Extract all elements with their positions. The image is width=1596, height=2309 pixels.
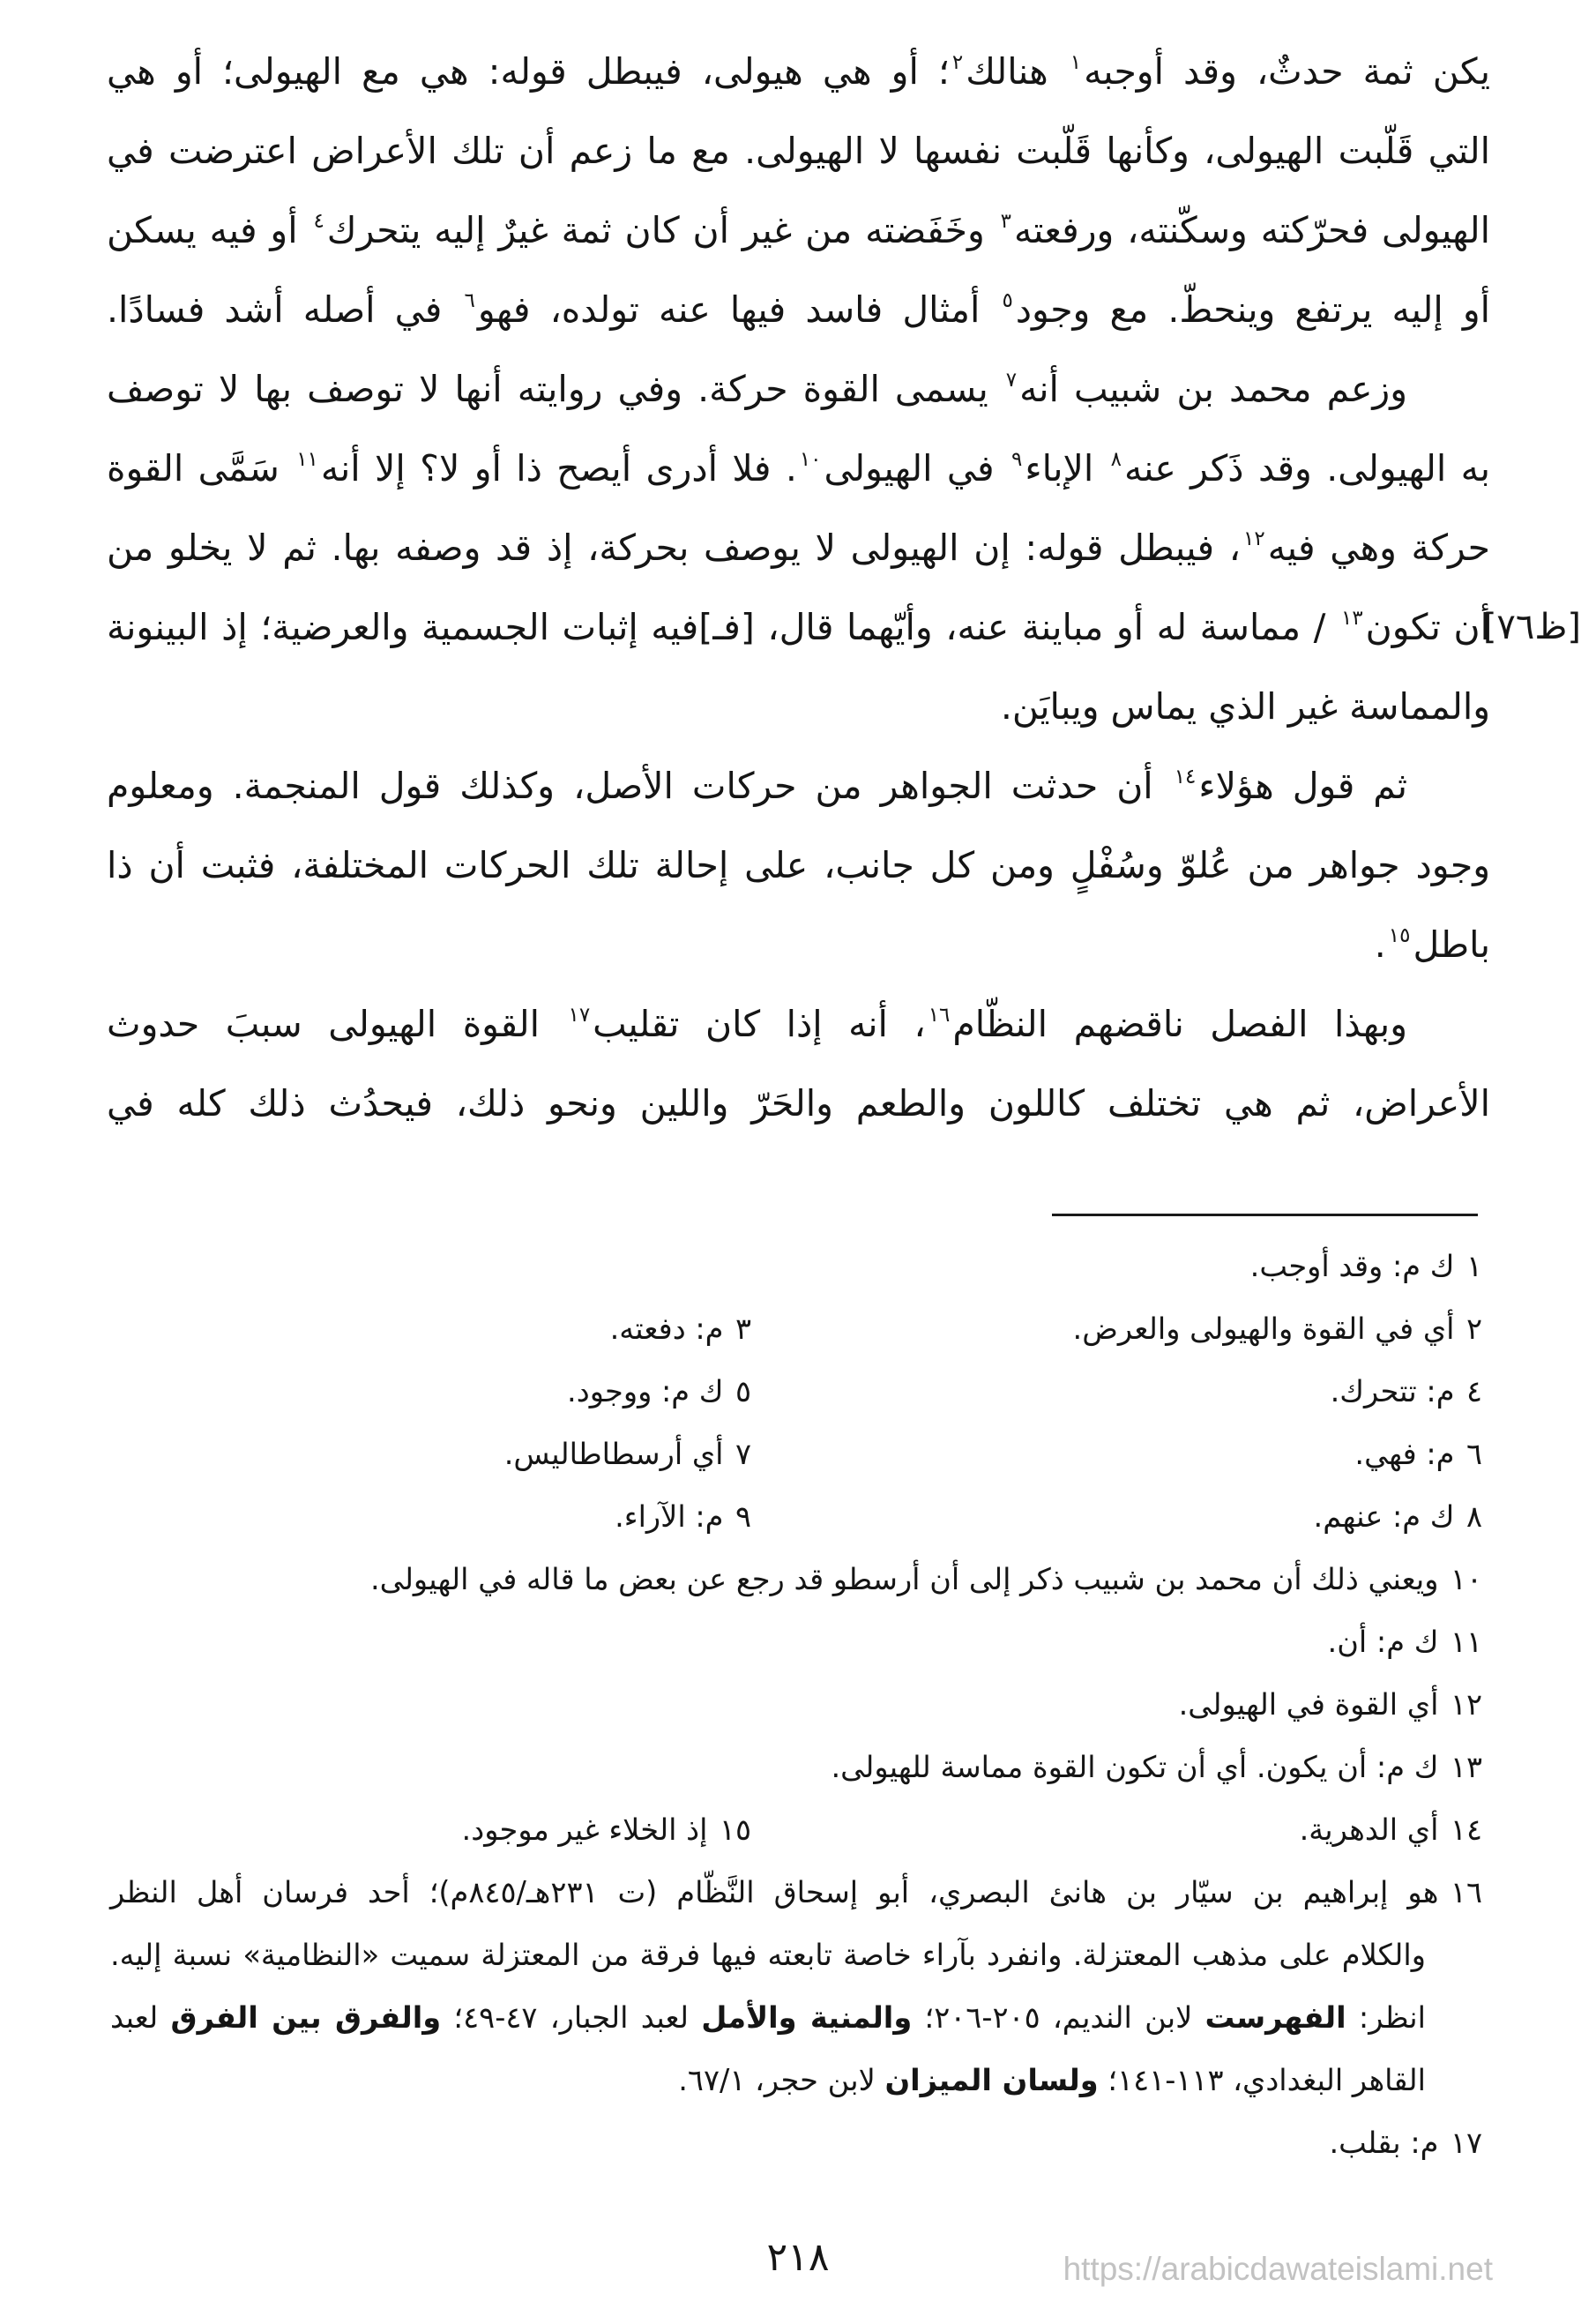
text-line (107, 667, 1490, 746)
footnote-number: ١٧ (1450, 2126, 1482, 2160)
footnote-row (110, 1673, 1482, 1736)
footnote-ref-marker: ٣ (1000, 210, 1011, 234)
footnote-number: ٩ (735, 1499, 751, 1534)
text-line (107, 587, 1490, 667)
text-run: ثم قول هؤلاء (1198, 765, 1407, 807)
footnote-text: ويعني ذلك أن محمد بن شبيب ذكر إلى أن أرسطو قد رجع عن بعض ما قاله في الهيولى. (370, 1562, 1439, 1596)
page-number: ٢١٨ (766, 2235, 830, 2280)
footnote-long (110, 1861, 1482, 2111)
footnote (110, 1297, 751, 1360)
text-run: والكلام على مذهب المعتزلة. وانفرد بآراء خاصة تابعته فيها فرقة من المعتزلة سميت «النظامية» نسبة إليه. (110, 1938, 1426, 1972)
text-run: يكن ثمة حدثٌ، وقد أوجبه (1084, 50, 1490, 93)
footnote (110, 1360, 751, 1423)
text-run: . فلا أدرى أيصح ذا أو لا؟ إلا أنه (320, 447, 797, 489)
footnote (751, 1485, 1482, 1548)
text-line (107, 508, 1490, 587)
footnote-number: ٢ (1465, 1311, 1482, 1346)
footnote-ref-marker: ١٢ (1243, 527, 1265, 551)
text-run: لعبد الجبار، ٤٧-٤٩؛ (441, 2000, 702, 2035)
text-run: وزعم محمد بن شبيب أنه (1019, 368, 1407, 410)
bold-title: ولسان الميزان (884, 2063, 1099, 2097)
footnote-content (1250, 1249, 1482, 1283)
footnote-content (110, 2000, 1426, 2035)
footnote-line (110, 2049, 1482, 2111)
text-line (107, 191, 1490, 270)
footnote-text: ك م: ووجود. (567, 1374, 724, 1409)
text-run: أو إليه يرتفع وينحطّ. مع وجود (1015, 288, 1490, 331)
footnote (110, 1736, 1482, 1798)
footnote (110, 1235, 1482, 1297)
text-line (107, 111, 1490, 191)
footnote-number: ١ (1465, 1249, 1482, 1283)
line-content (107, 527, 1490, 569)
footnote-content (567, 1374, 751, 1409)
text-run: . (1374, 923, 1386, 966)
text-run: أمثال فاسد فيها عنه تولده، فهو (477, 288, 1000, 331)
text-line (107, 746, 1490, 826)
text-run: التي قَلّبت الهيولى، وكأنها قَلّبت نفسها لا الهيولى. مع ما زعم أن تلك الأعراض اعترضت في (107, 130, 1490, 172)
footnote-number: ١٢ (1450, 1687, 1482, 1722)
footnote (110, 1673, 1482, 1736)
footnote-row (110, 1297, 1482, 1360)
text-run: في الهيولى (824, 447, 1009, 489)
text-run: يسمى القوة حركة. وفي روايته أنها لا توصف بها لا توصف (107, 368, 1003, 410)
text-line (107, 32, 1490, 111)
line-content (107, 288, 1490, 331)
footnote-number: ١٠ (1450, 1562, 1482, 1596)
text-run: به الهيولى. وقد ذَكر عنه (1123, 447, 1490, 489)
footnote-ref-marker: ١٧ (568, 1004, 591, 1027)
footnote-text: ك م: أن يكون. أي أن تكون القوة مماسة للهيولى. (831, 1750, 1439, 1784)
text-run: هنالك (966, 50, 1068, 93)
text-line (107, 1064, 1490, 1143)
footnote-content (110, 1938, 1426, 1972)
line-content (107, 209, 1490, 251)
text-run: الهيولى فحرّكته وسكّنته، ورفعته (1014, 209, 1491, 251)
text-line (107, 270, 1490, 349)
footnote-text: أي في القوة والهيولى والعرض. (1072, 1311, 1455, 1346)
footnote-text: أي أرسطاطاليس. (503, 1437, 724, 1471)
footnote-ref-marker: ١١ (296, 448, 318, 472)
footnote-content (1329, 2126, 1482, 2160)
line-content (107, 844, 1490, 886)
footnote-row (110, 2111, 1482, 2174)
footnote-text: م: تتحرك. (1330, 1374, 1455, 1409)
footnote-content (678, 2063, 1426, 2097)
line-content (1375, 923, 1490, 966)
footnote-ref-marker: ٦ (464, 289, 475, 313)
text-run: هو إبراهيم بن سيّار بن هانئ البصري، أبو إسحاق النَّظّام (ت ٢٣١هـ/٨٤٥م)؛ أحد فرسان أهل النظر (110, 1875, 1439, 1909)
line-content (107, 606, 1490, 648)
footnote-number: ٧ (735, 1437, 751, 1471)
footnote-ref-marker: ١٠ (799, 448, 822, 472)
footnote-number: ١٤ (1450, 1812, 1482, 1847)
footnote (110, 1485, 751, 1548)
footnote-number: ٨ (1465, 1499, 1482, 1534)
text-line (107, 826, 1490, 905)
footnote-ref-marker: ١٤ (1174, 766, 1197, 789)
footnote-text: م: بقلب. (1329, 2126, 1439, 2160)
footnote (110, 1798, 751, 1861)
text-run: الأعراض، ثم هي تختلف كاللون والطعم والحَرّ واللين ونحو ذلك، فيحدُث ذلك كله في (107, 1082, 1490, 1125)
footnote-text: ك م: وقد أوجب. (1249, 1249, 1455, 1283)
footnote-content (610, 1311, 751, 1346)
footnote-ref-marker: ١ (1070, 51, 1082, 75)
footnote-number: ١١ (1450, 1625, 1482, 1659)
line-content (107, 447, 1490, 489)
bold-title: والفرق بين الفرق (170, 2000, 442, 2035)
footnote-text: م: الآراء. (615, 1499, 724, 1534)
text-run: ؛ أو هي هيولى، فيبطل قوله: هي مع الهيولى؛ أو هي (107, 50, 950, 93)
footnote-text: م: دفعته. (609, 1311, 724, 1346)
text-run: الإباء (1025, 447, 1108, 489)
footnote-content (462, 1812, 751, 1847)
footnote-text: م: فهي. (1354, 1437, 1455, 1471)
footnote (751, 1423, 1482, 1485)
footnote-content (1300, 1812, 1482, 1847)
line-content (107, 765, 1407, 807)
text-run: لابن حجر، ٦٧/١. (678, 2063, 885, 2097)
paragraph (107, 984, 1490, 1143)
footnote-text: ك م: عنهم. (1313, 1499, 1455, 1534)
line-content (107, 130, 1490, 172)
text-line (107, 429, 1490, 508)
footnote (751, 1360, 1482, 1423)
footnote-ref-marker: ٥ (1002, 289, 1013, 313)
footnotes (110, 1235, 1482, 2174)
text-run: القاهر البغدادي، ١١٣-١٤١؛ (1098, 2063, 1426, 2097)
footnote-ref-marker: ٧ (1005, 369, 1018, 392)
footnote-ref-marker: ٢ (951, 51, 964, 75)
footnote-content (504, 1437, 751, 1471)
text-run: باطل (1413, 923, 1490, 966)
watermark-url: https://arabicdawateislami.net (1063, 2251, 1493, 2287)
text-line (107, 905, 1490, 984)
footnote-number: ٣ (735, 1311, 751, 1346)
footnote-row (110, 1485, 1482, 1548)
footnote-content (110, 1875, 1482, 1909)
footnote-text: إذ الخلاء غير موجود. (461, 1812, 708, 1847)
footnote-row (110, 1360, 1482, 1423)
footnote-row (110, 1736, 1482, 1798)
footnote-text: ك م: أن. (1327, 1625, 1439, 1659)
footnote-row (110, 1798, 1482, 1861)
line-content (107, 50, 1490, 93)
bold-title: الفهرست (1204, 2000, 1346, 2035)
text-run: / مماسة له أو مباينة عنه، وأيّهما قال، [فـ]فيه إثبات الجسمية والعرضية؛ إذ البينونة (107, 606, 1339, 648)
text-run: سَمَّى القوة (107, 447, 295, 489)
footnote-content (1314, 1499, 1482, 1534)
paragraph (107, 349, 1490, 746)
footnote (751, 1798, 1482, 1861)
footnote-ref-marker: ١٦ (928, 1004, 951, 1027)
line-content (1001, 685, 1490, 728)
text-run: أن تكون (1365, 606, 1490, 648)
footnote-content (1328, 1625, 1482, 1659)
text-run: انظر: (1346, 2000, 1426, 2035)
folio-margin-note: [٧٦ظ] (1482, 607, 1581, 647)
footnote-content (370, 1562, 1482, 1596)
text-run: وخَفَضته من غير أن كان ثمة غيرٌ إليه يتحرك (326, 209, 998, 251)
text-run: في أصله أشد فسادًا. (107, 288, 462, 331)
text-run: ، فيبطل قوله: إن الهيولى لا يوصف بحركة، إذ قد وصفه بها. ثم لا يخلو من (107, 527, 1242, 569)
text-run: القوة الهيولى سببَ حدوث (107, 1003, 566, 1045)
text-run: أو فيه يسكن (107, 209, 311, 251)
text-run: والمماسة غير الذي يماس ويبايَن. (1000, 685, 1490, 728)
line-content (107, 1082, 1490, 1125)
footnote-line (110, 1924, 1482, 1986)
footnote-content (1354, 1437, 1482, 1471)
footnote (110, 1423, 751, 1485)
footnote-text: أي الدهرية. (1299, 1812, 1439, 1847)
footnote-number: ٦ (1465, 1437, 1482, 1471)
footnote-ref-marker: ١٣ (1341, 607, 1363, 631)
footnote-ref-marker: ٤ (313, 210, 324, 234)
text-run: وبهذا الفصل ناقضهم النظّام (952, 1003, 1408, 1045)
footnote-row (110, 1610, 1482, 1673)
footnote-ref-marker: ٩ (1011, 448, 1023, 472)
footnote-ref-marker: ٨ (1110, 448, 1122, 472)
text-run: حركة وهي فيه (1267, 527, 1490, 569)
footnote-line (110, 1861, 1482, 1924)
footnote-content (831, 1750, 1482, 1784)
text-line (107, 984, 1490, 1064)
main-text (107, 32, 1490, 1143)
paragraph (107, 746, 1490, 984)
footnote-number: ١٣ (1450, 1750, 1482, 1784)
footnote-content (615, 1499, 751, 1534)
line-content (107, 1003, 1407, 1045)
footnote (110, 2111, 1482, 2174)
footnote-row (110, 1423, 1482, 1485)
footnote-line (110, 1986, 1482, 2049)
footnote (751, 1297, 1482, 1360)
footnote-text: أي القوة في الهيولى. (1178, 1687, 1439, 1722)
footnote-separator-rule (1052, 1214, 1478, 1216)
footnote (110, 1548, 1482, 1610)
footnote-content (1073, 1311, 1482, 1346)
footnote-row (110, 1548, 1482, 1610)
text-run: لابن النديم، ٢٠٥-٢٠٦؛ (912, 2000, 1205, 2035)
footnote-content (1331, 1374, 1482, 1409)
paragraph (107, 32, 1490, 349)
text-run: لعبد (110, 2000, 171, 2035)
text-line (107, 349, 1490, 429)
footnote-ref-marker: ١٥ (1388, 924, 1411, 948)
text-run: أن حدثت الجواهر من حركات الأصل، وكذلك قول المنجمة. ومعلوم (107, 765, 1172, 807)
text-run: ، أنه إذا كان تقليب (593, 1003, 926, 1045)
footnote-row (110, 1235, 1482, 1297)
text-run: وجود جواهر من عُلوّ وسُفْلٍ ومن كل جانب، على إحالة تلك الحركات المختلفة، فثبت أن ذا (107, 844, 1490, 886)
footnote-number: ٤ (1465, 1374, 1482, 1409)
footnote-number: ٥ (735, 1374, 751, 1409)
line-content (107, 368, 1407, 410)
footnote-number: ١٦ (1450, 1875, 1483, 1909)
footnote-content (1179, 1687, 1482, 1722)
bold-title: والمنية والأمل (701, 2000, 913, 2035)
footnote-number: ١٥ (719, 1812, 751, 1847)
footnote (110, 1610, 1482, 1673)
